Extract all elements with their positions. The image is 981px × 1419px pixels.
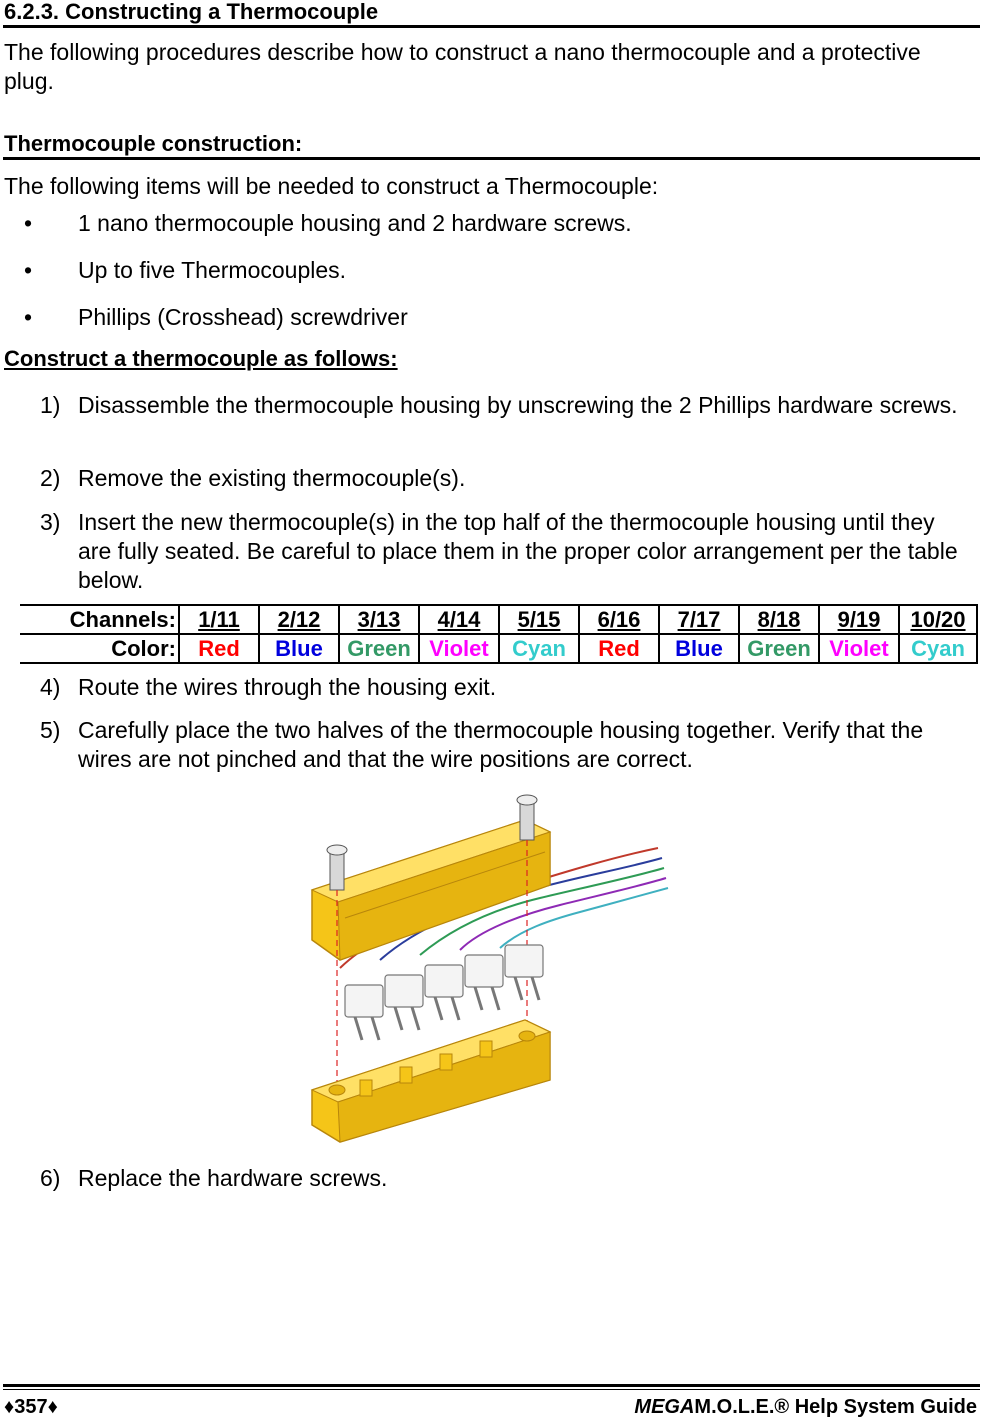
channel-cell: 2/12	[259, 605, 339, 634]
step-number: 6)	[40, 1165, 61, 1191]
colors-row	[20, 634, 977, 663]
guide-title-rest: M.O.L.E.® Help System Guide	[694, 1396, 977, 1418]
color-cell: Violet	[819, 634, 899, 663]
thermocouple-housing-illustration	[300, 790, 680, 1145]
color-arrangement-table	[20, 604, 978, 664]
channel-cell: 3/13	[339, 605, 419, 634]
channels-row	[20, 605, 977, 634]
construction-title: Thermocouple construction:	[4, 131, 303, 156]
color-cell: Green	[339, 634, 419, 663]
step-number: 3)	[40, 509, 61, 535]
footer-rule	[3, 1384, 980, 1387]
channel-cell: 8/18	[739, 605, 819, 634]
color-cell: Green	[739, 634, 819, 663]
channel-cell: 9/19	[819, 605, 899, 634]
color-label: Color:	[20, 634, 179, 663]
guide-title-italic: MEGA	[634, 1396, 695, 1418]
step-text: Insert the new thermocouple(s) in the top half of the thermocouple housing until they are fully seated. Be careful to place them in the proper color arrangement per the table below.	[78, 509, 958, 593]
step-number: 2)	[40, 465, 61, 491]
top-housing	[312, 820, 550, 960]
step-number: 1)	[40, 392, 61, 418]
bullet-icon: •	[24, 210, 33, 236]
section-heading	[0, 0, 981, 30]
channel-cell: 5/15	[499, 605, 579, 634]
list-item: • Phillips (Crosshead) screwdriver	[24, 304, 408, 330]
color-cell: Blue	[259, 634, 339, 663]
color-cell: Violet	[419, 634, 499, 663]
color-cell: Red	[579, 634, 659, 663]
bottom-housing	[312, 1020, 550, 1142]
channels-label: Channels:	[20, 605, 179, 634]
page-number: ♦357♦	[4, 1396, 58, 1418]
channel-cell: 7/17	[659, 605, 739, 634]
screw-left	[327, 845, 347, 890]
intro-paragraph: The following procedures describe how to construct a nano thermocouple and a protective plug.	[4, 39, 921, 94]
bullet-icon: •	[24, 304, 33, 330]
channel-cell: 10/20	[899, 605, 977, 634]
construction-title-rule	[3, 157, 980, 160]
step-text: Route the wires through the housing exit.	[78, 674, 497, 700]
guide-title	[634, 1396, 977, 1419]
color-cell: Cyan	[499, 634, 579, 663]
construction-lead: The following items will be needed to construct a Thermocouple:	[4, 173, 659, 199]
channel-cell: 1/11	[179, 605, 259, 634]
color-cell: Blue	[659, 634, 739, 663]
thermocouple-connectors	[345, 945, 543, 1017]
list-item: • 1 nano thermocouple housing and 2 hardware screws.	[24, 210, 632, 236]
section-title-rule	[3, 25, 980, 28]
screw-right	[517, 795, 537, 840]
color-cell: Cyan	[899, 634, 977, 663]
construction-heading	[0, 132, 981, 162]
step-text: Replace the hardware screws.	[78, 1165, 388, 1191]
bullet-icon: •	[24, 257, 33, 283]
channel-cell: 4/14	[419, 605, 499, 634]
section-title: 6.2.3. Constructing a Thermocouple	[4, 0, 379, 24]
step-text: Disassemble the thermocouple housing by unscrewing the 2 Phillips hardware screws.	[78, 392, 958, 418]
step-text: Carefully place the two halves of the thermocouple housing together. Verify that the wires are not pinched and that the wire positions are correct.	[78, 717, 924, 772]
step-number: 4)	[40, 674, 61, 700]
footer-rule-thin	[3, 1389, 980, 1390]
list-item: • Up to five Thermocouples.	[24, 257, 347, 283]
color-cell: Red	[179, 634, 259, 663]
channel-cell: 6/16	[579, 605, 659, 634]
procedure-heading: Construct a thermocouple as follows:	[4, 346, 398, 371]
step-number: 5)	[40, 717, 61, 743]
step-text: Remove the existing thermocouple(s).	[78, 465, 466, 491]
